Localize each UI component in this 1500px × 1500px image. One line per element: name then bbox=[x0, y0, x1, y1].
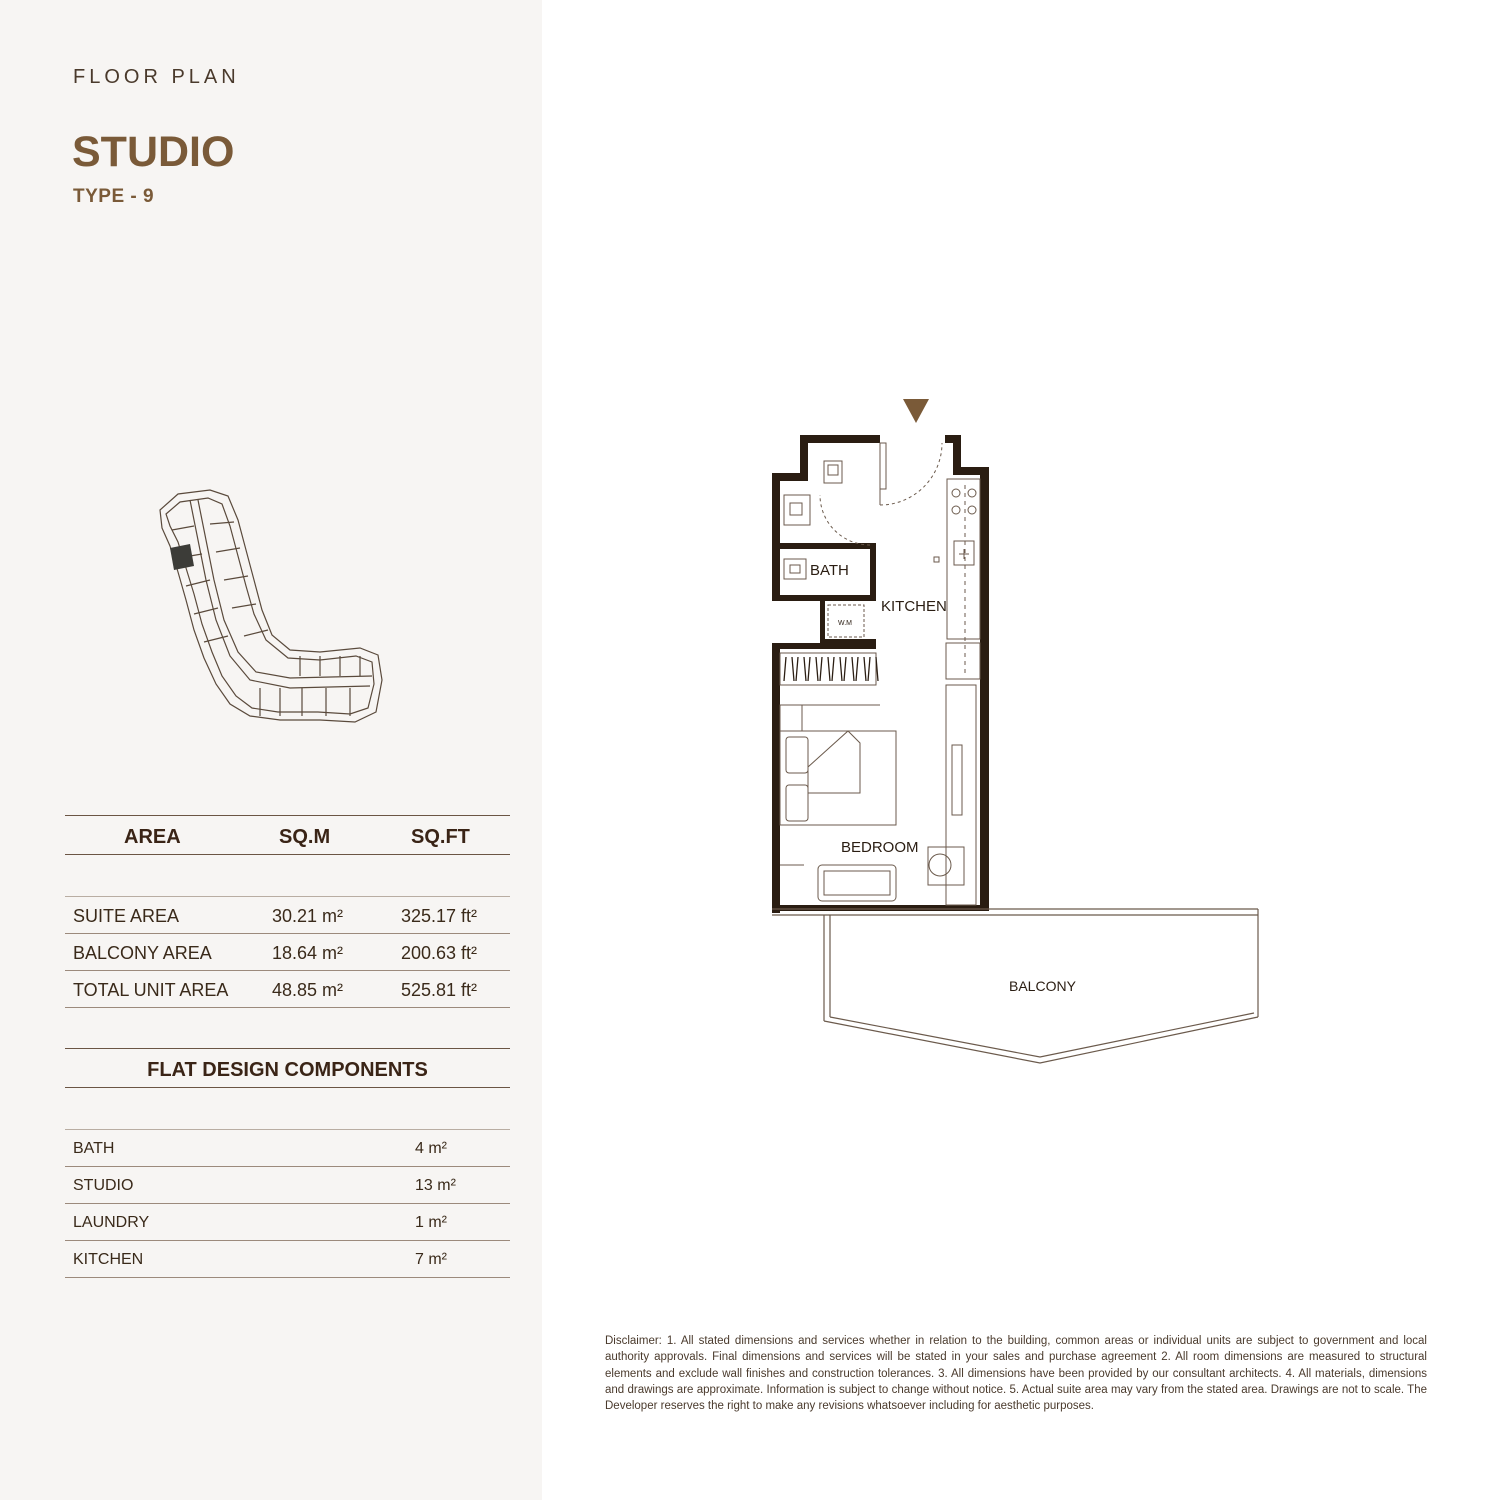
components-table bbox=[65, 1048, 510, 1278]
hanger-line bbox=[784, 657, 786, 681]
hanger-line bbox=[844, 657, 846, 681]
entry-arrow-icon bbox=[903, 399, 929, 423]
hanger-line bbox=[868, 657, 870, 681]
disclaimer-text: Disclaimer: 1. All stated dimensions and services whether in relation to the building, common areas or individual units are subject to government and local authority approvals. Final dimensions and services will be stated in your sales and purchase agreement 2. All room dimensions are measured to structural elements and exclude wall finishes and construction tolerances. 3. All dimensions have been provided by our consultant architects. 4. All materials, dimensions and drawings are approximate. Information is subject to change without notice. 5. Actual suite area may vary from the stated area. Drawings are not to scale. The Developer reserves the right to make any revisions whatsoever including for aesthetic purposes. bbox=[605, 1335, 1427, 1413]
label-bedroom: BEDROOM bbox=[841, 839, 919, 856]
hanger-line bbox=[808, 657, 810, 681]
wardrobe-hatching bbox=[784, 657, 878, 681]
area-table-header bbox=[65, 815, 510, 855]
hanger-line bbox=[828, 657, 830, 681]
unit-type: TYPE - 9 bbox=[73, 186, 155, 207]
components-header bbox=[65, 1048, 510, 1088]
list-item: LAUNDRY 1 m² bbox=[65, 1204, 510, 1241]
hanger-line bbox=[852, 657, 854, 681]
col-sqm: SQ.M bbox=[279, 826, 331, 848]
label-kitchen: KITCHEN bbox=[881, 598, 947, 615]
list-item: KITCHEN 7 m² bbox=[65, 1241, 510, 1278]
building-key-plan bbox=[150, 480, 390, 730]
label-balcony: BALCONY bbox=[1009, 978, 1076, 994]
col-sqft: SQ.FT bbox=[411, 826, 470, 848]
label-bath: BATH bbox=[810, 562, 849, 579]
hanger-line bbox=[816, 657, 818, 681]
page-title: STUDIO bbox=[72, 128, 235, 176]
table-row: BALCONY AREA 18.64 m² 200.63 ft² bbox=[65, 934, 510, 971]
area-table bbox=[65, 815, 510, 1008]
table-row: TOTAL UNIT AREA 48.85 m² 525.81 ft² bbox=[65, 971, 510, 1008]
label-wm: W.M bbox=[838, 620, 852, 627]
unit-floor-plan bbox=[760, 395, 1270, 1075]
col-area: AREA bbox=[124, 826, 181, 848]
list-item: BATH 4 m² bbox=[65, 1130, 510, 1167]
components-title: FLAT DESIGN COMPONENTS bbox=[147, 1059, 428, 1081]
list-item: STUDIO 13 m² bbox=[65, 1167, 510, 1204]
hanger-line bbox=[792, 657, 794, 681]
table-row: SUITE AREA 30.21 m² 325.17 ft² bbox=[65, 897, 510, 934]
hanger-line bbox=[832, 657, 834, 681]
hanger-line bbox=[804, 657, 806, 681]
hanger-line bbox=[796, 657, 798, 681]
hanger-line bbox=[856, 657, 858, 681]
hanger-line bbox=[840, 657, 842, 681]
hanger-line bbox=[864, 657, 866, 681]
eyebrow-label: FLOOR PLAN bbox=[73, 66, 240, 88]
hanger-line bbox=[820, 657, 822, 681]
